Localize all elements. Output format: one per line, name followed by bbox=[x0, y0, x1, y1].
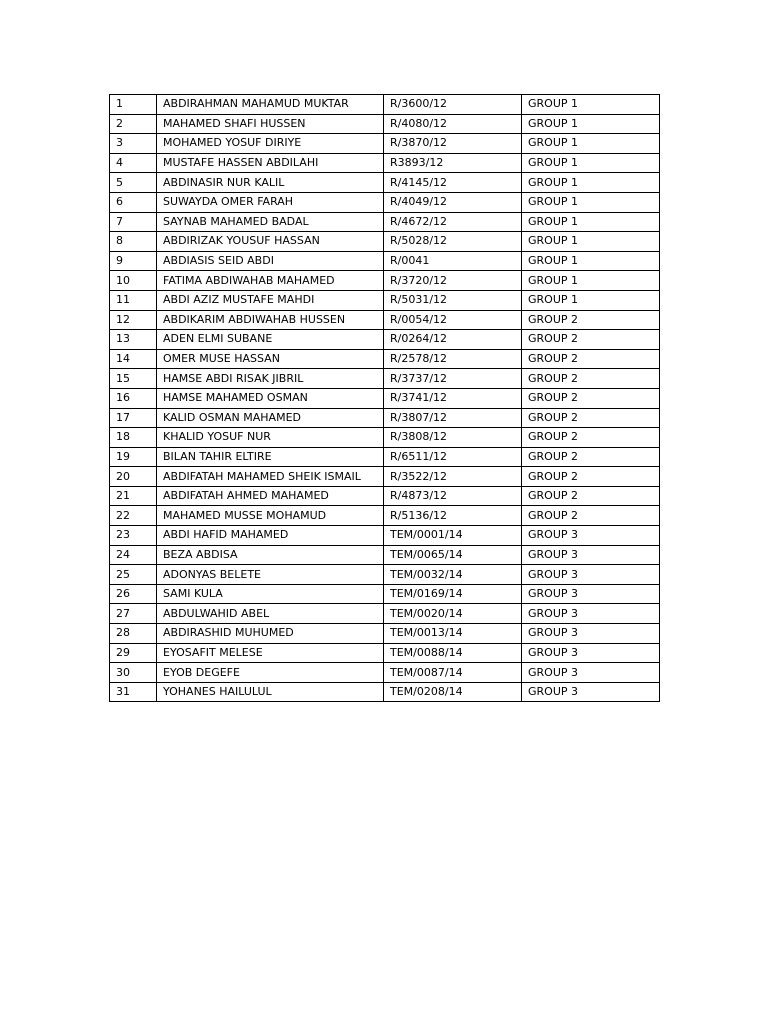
group-cell: GROUP 3 bbox=[522, 663, 660, 683]
registration-number-cell: TEM/0087/14 bbox=[384, 663, 522, 683]
group-cell: GROUP 2 bbox=[522, 447, 660, 467]
student-name-cell: HAMSE ABDI RISAK JIBRIL bbox=[157, 369, 384, 389]
table-row bbox=[110, 447, 660, 467]
registration-number-cell: R/6511/12 bbox=[384, 447, 522, 467]
table-row bbox=[110, 251, 660, 271]
student-name-cell: ABDI HAFID MAHAMED bbox=[157, 526, 384, 546]
row-number-cell: 27 bbox=[110, 604, 157, 624]
student-name-cell: ABDIRAHMAN MAHAMUD MUKTAR bbox=[157, 95, 384, 115]
student-name-cell: HAMSE MAHAMED OSMAN bbox=[157, 388, 384, 408]
registration-number-cell: TEM/0065/14 bbox=[384, 545, 522, 565]
table-row bbox=[110, 565, 660, 585]
table-row bbox=[110, 428, 660, 448]
group-cell: GROUP 3 bbox=[522, 545, 660, 565]
row-number-cell: 11 bbox=[110, 290, 157, 310]
registration-number-cell: R/4049/12 bbox=[384, 192, 522, 212]
group-cell: GROUP 1 bbox=[522, 192, 660, 212]
row-number-cell: 31 bbox=[110, 682, 157, 702]
group-cell: GROUP 1 bbox=[522, 134, 660, 154]
table-row bbox=[110, 408, 660, 428]
student-name-cell: OMER MUSE HASSAN bbox=[157, 349, 384, 369]
registration-number-cell: R/4873/12 bbox=[384, 486, 522, 506]
row-number-cell: 25 bbox=[110, 565, 157, 585]
student-name-cell: ABDIRIZAK YOUSUF HASSAN bbox=[157, 232, 384, 252]
row-number-cell: 12 bbox=[110, 310, 157, 330]
group-cell: GROUP 1 bbox=[522, 271, 660, 291]
table-row bbox=[110, 526, 660, 546]
row-number-cell: 9 bbox=[110, 251, 157, 271]
registration-number-cell: TEM/0208/14 bbox=[384, 682, 522, 702]
row-number-cell: 13 bbox=[110, 330, 157, 350]
registration-number-cell: TEM/0088/14 bbox=[384, 643, 522, 663]
student-name-cell: BEZA ABDISA bbox=[157, 545, 384, 565]
group-cell: GROUP 3 bbox=[522, 604, 660, 624]
row-number-cell: 20 bbox=[110, 467, 157, 487]
row-number-cell: 15 bbox=[110, 369, 157, 389]
row-number-cell: 7 bbox=[110, 212, 157, 232]
registration-number-cell: R/0041 bbox=[384, 251, 522, 271]
row-number-cell: 6 bbox=[110, 192, 157, 212]
row-number-cell: 22 bbox=[110, 506, 157, 526]
table-row bbox=[110, 271, 660, 291]
student-name-cell: MAHAMED SHAFI HUSSEN bbox=[157, 114, 384, 134]
student-name-cell: ABDIKARIM ABDIWAHAB HUSSEN bbox=[157, 310, 384, 330]
table-row bbox=[110, 467, 660, 487]
registration-number-cell: R/4145/12 bbox=[384, 173, 522, 193]
student-name-cell: KALID OSMAN MAHAMED bbox=[157, 408, 384, 428]
group-cell: GROUP 2 bbox=[522, 388, 660, 408]
table-row bbox=[110, 624, 660, 644]
student-name-cell: ABDIFATAH MAHAMED SHEIK ISMAIL bbox=[157, 467, 384, 487]
student-name-cell: SAMI KULA bbox=[157, 584, 384, 604]
table-row bbox=[110, 153, 660, 173]
group-cell: GROUP 2 bbox=[522, 486, 660, 506]
registration-number-cell: TEM/0001/14 bbox=[384, 526, 522, 546]
registration-number-cell: R/3807/12 bbox=[384, 408, 522, 428]
student-name-cell: EYOSAFIT MELESE bbox=[157, 643, 384, 663]
student-name-cell: SUWAYDA OMER FARAH bbox=[157, 192, 384, 212]
table-row bbox=[110, 310, 660, 330]
row-number-cell: 21 bbox=[110, 486, 157, 506]
table-row bbox=[110, 134, 660, 154]
table-row bbox=[110, 388, 660, 408]
student-name-cell: MOHAMED YOSUF DIRIYE bbox=[157, 134, 384, 154]
group-cell: GROUP 3 bbox=[522, 584, 660, 604]
row-number-cell: 14 bbox=[110, 349, 157, 369]
row-number-cell: 23 bbox=[110, 526, 157, 546]
group-cell: GROUP 3 bbox=[522, 643, 660, 663]
student-name-cell: MUSTAFE HASSEN ABDILAHI bbox=[157, 153, 384, 173]
student-name-cell: ADONYAS BELETE bbox=[157, 565, 384, 585]
student-name-cell: ABDIRASHID MUHUMED bbox=[157, 624, 384, 644]
group-cell: GROUP 3 bbox=[522, 565, 660, 585]
registration-number-cell: R/0054/12 bbox=[384, 310, 522, 330]
table-row bbox=[110, 584, 660, 604]
student-name-cell: EYOB DEGEFE bbox=[157, 663, 384, 683]
group-cell: GROUP 1 bbox=[522, 290, 660, 310]
group-cell: GROUP 1 bbox=[522, 95, 660, 115]
student-name-cell: YOHANES HAILULUL bbox=[157, 682, 384, 702]
registration-number-cell: TEM/0013/14 bbox=[384, 624, 522, 644]
student-name-cell: ADEN ELMI SUBANE bbox=[157, 330, 384, 350]
row-number-cell: 4 bbox=[110, 153, 157, 173]
table-row bbox=[110, 173, 660, 193]
row-number-cell: 18 bbox=[110, 428, 157, 448]
table-row bbox=[110, 95, 660, 115]
row-number-cell: 29 bbox=[110, 643, 157, 663]
student-name-cell: SAYNAB MAHAMED BADAL bbox=[157, 212, 384, 232]
table-row bbox=[110, 369, 660, 389]
group-cell: GROUP 1 bbox=[522, 212, 660, 232]
student-name-cell: MAHAMED MUSSE MOHAMUD bbox=[157, 506, 384, 526]
table-row bbox=[110, 212, 660, 232]
registration-number-cell: TEM/0032/14 bbox=[384, 565, 522, 585]
table-row bbox=[110, 545, 660, 565]
table-row bbox=[110, 192, 660, 212]
row-number-cell: 19 bbox=[110, 447, 157, 467]
student-name-cell: KHALID YOSUF NUR bbox=[157, 428, 384, 448]
table-row bbox=[110, 682, 660, 702]
group-cell: GROUP 1 bbox=[522, 251, 660, 271]
student-name-cell: FATIMA ABDIWAHAB MAHAMED bbox=[157, 271, 384, 291]
row-number-cell: 30 bbox=[110, 663, 157, 683]
registration-number-cell: R/3870/12 bbox=[384, 134, 522, 154]
registration-number-cell: TEM/0169/14 bbox=[384, 584, 522, 604]
row-number-cell: 16 bbox=[110, 388, 157, 408]
registration-number-cell: R/5031/12 bbox=[384, 290, 522, 310]
registration-number-cell: R/5028/12 bbox=[384, 232, 522, 252]
row-number-cell: 24 bbox=[110, 545, 157, 565]
row-number-cell: 1 bbox=[110, 95, 157, 115]
row-number-cell: 26 bbox=[110, 584, 157, 604]
group-cell: GROUP 2 bbox=[522, 330, 660, 350]
registration-number-cell: R/3600/12 bbox=[384, 95, 522, 115]
row-number-cell: 2 bbox=[110, 114, 157, 134]
table-row bbox=[110, 349, 660, 369]
group-cell: GROUP 1 bbox=[522, 232, 660, 252]
table-row bbox=[110, 330, 660, 350]
group-cell: GROUP 2 bbox=[522, 310, 660, 330]
registration-number-cell: R/2578/12 bbox=[384, 349, 522, 369]
group-cell: GROUP 3 bbox=[522, 682, 660, 702]
table-row bbox=[110, 506, 660, 526]
registration-number-cell: R/5136/12 bbox=[384, 506, 522, 526]
student-name-cell: ABDULWAHID ABEL bbox=[157, 604, 384, 624]
group-cell: GROUP 2 bbox=[522, 369, 660, 389]
row-number-cell: 3 bbox=[110, 134, 157, 154]
group-cell: GROUP 2 bbox=[522, 506, 660, 526]
group-cell: GROUP 2 bbox=[522, 428, 660, 448]
row-number-cell: 28 bbox=[110, 624, 157, 644]
table-row bbox=[110, 604, 660, 624]
table-row bbox=[110, 232, 660, 252]
group-cell: GROUP 2 bbox=[522, 349, 660, 369]
registration-number-cell: R/0264/12 bbox=[384, 330, 522, 350]
registration-number-cell: TEM/0020/14 bbox=[384, 604, 522, 624]
registration-number-cell: R/3737/12 bbox=[384, 369, 522, 389]
group-cell: GROUP 1 bbox=[522, 173, 660, 193]
table-row bbox=[110, 643, 660, 663]
registration-number-cell: R/3808/12 bbox=[384, 428, 522, 448]
table-row bbox=[110, 486, 660, 506]
registration-number-cell: R3893/12 bbox=[384, 153, 522, 173]
student-name-cell: ABDINASIR NUR KALIL bbox=[157, 173, 384, 193]
table-row bbox=[110, 290, 660, 310]
table-row bbox=[110, 114, 660, 134]
row-number-cell: 5 bbox=[110, 173, 157, 193]
group-cell: GROUP 3 bbox=[522, 624, 660, 644]
registration-number-cell: R/3741/12 bbox=[384, 388, 522, 408]
group-cell: GROUP 2 bbox=[522, 467, 660, 487]
row-number-cell: 10 bbox=[110, 271, 157, 291]
student-name-cell: ABDI AZIZ MUSTAFE MAHDI bbox=[157, 290, 384, 310]
registration-number-cell: R/4080/12 bbox=[384, 114, 522, 134]
table-row bbox=[110, 663, 660, 683]
row-number-cell: 8 bbox=[110, 232, 157, 252]
group-cell: GROUP 1 bbox=[522, 153, 660, 173]
student-name-cell: ABDIASIS SEID ABDI bbox=[157, 251, 384, 271]
student-name-cell: ABDIFATAH AHMED MAHAMED bbox=[157, 486, 384, 506]
registration-number-cell: R/3720/12 bbox=[384, 271, 522, 291]
table-body bbox=[110, 95, 660, 702]
group-cell: GROUP 2 bbox=[522, 408, 660, 428]
group-cell: GROUP 3 bbox=[522, 526, 660, 546]
registration-number-cell: R/3522/12 bbox=[384, 467, 522, 487]
student-name-cell: BILAN TAHIR ELTIRE bbox=[157, 447, 384, 467]
row-number-cell: 17 bbox=[110, 408, 157, 428]
registration-number-cell: R/4672/12 bbox=[384, 212, 522, 232]
student-group-table bbox=[109, 94, 660, 702]
group-cell: GROUP 1 bbox=[522, 114, 660, 134]
